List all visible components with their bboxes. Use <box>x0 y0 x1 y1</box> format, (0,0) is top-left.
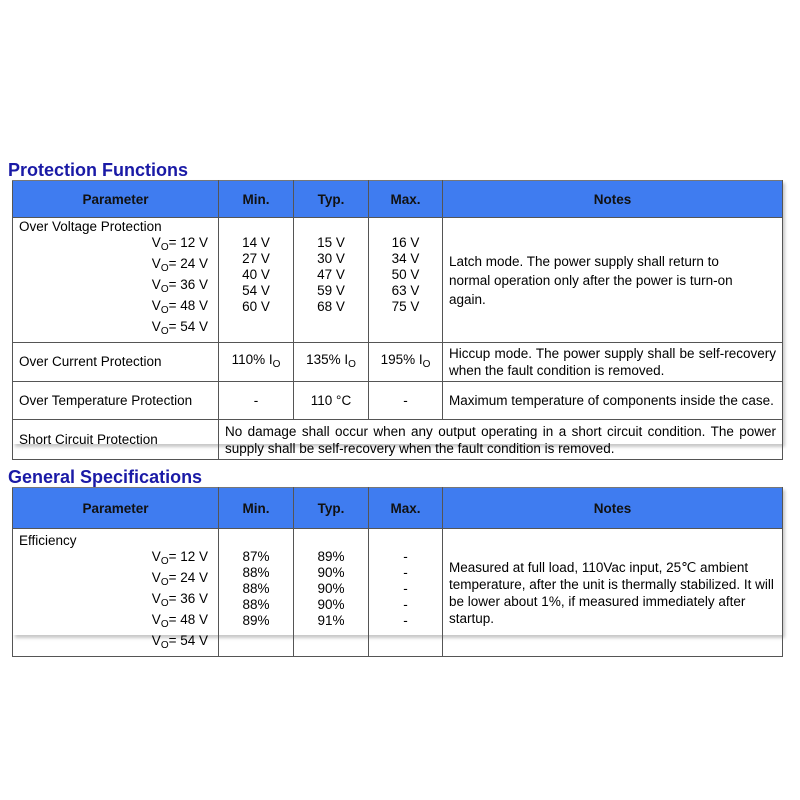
ocp-min: 110% $I_O$ <box>219 343 294 382</box>
ovp-vo-3: $V_O= 48$ V <box>151 298 208 316</box>
eff-typ-cell <box>294 529 369 657</box>
general-header-min: Min. <box>219 488 294 529</box>
general-specifications-title: General Specifications <box>8 467 203 487</box>
eff-max-3: - <box>403 597 408 612</box>
eff-vo-4: $V_O= 54$ V <box>151 633 208 651</box>
ovp-typ-3: 59 V <box>317 283 345 298</box>
eff-typ-0: 89% <box>317 549 345 564</box>
otp-max: - <box>369 382 443 420</box>
eff-max-2: - <box>403 581 408 596</box>
ovp-max-3: 63 V <box>391 283 420 298</box>
general-header-max: Max. <box>369 488 443 529</box>
otp-row <box>13 382 783 420</box>
ovp-max-4: 75 V <box>391 299 420 314</box>
eff-max-1: - <box>403 565 408 580</box>
ocp-row <box>13 343 783 382</box>
general-table <box>12 487 783 657</box>
ovp-vo-1: $V_O= 24$ V <box>151 256 208 274</box>
ocp-typ: 135% $I_O$ <box>294 343 369 382</box>
ocp-notes: Hiccup mode. The power supply shall be self-recovery when the fault condition is removed. <box>443 343 783 382</box>
ovp-typ-2: 47 V <box>317 267 345 282</box>
ovp-max-1: 34 V <box>391 251 420 266</box>
eff-min-3: 88% <box>242 597 270 612</box>
eff-max-4: - <box>403 613 408 628</box>
eff-typ-2: 90% <box>317 581 345 596</box>
otp-typ: 110 °C <box>294 382 369 420</box>
ovp-typ-4: 68 V <box>317 299 345 314</box>
otp-label: Over Temperature Protection <box>13 382 219 420</box>
eff-min-1: 88% <box>242 565 270 580</box>
eff-max-cell <box>369 529 443 657</box>
efficiency-parameter-cell <box>13 529 219 657</box>
eff-typ-4: 91% <box>317 613 345 628</box>
general-header-notes: Notes <box>443 488 783 529</box>
ovp-typ-0: 15 V <box>317 235 345 250</box>
scp-row <box>13 420 783 460</box>
header-max: Max. <box>369 181 443 218</box>
general-header-typ: Typ. <box>294 488 369 529</box>
ovp-min-3: 54 V <box>242 283 270 298</box>
scp-label: Short Circuit Protection <box>13 420 219 460</box>
protection-header-row <box>13 181 783 218</box>
ovp-typ-cell <box>294 218 369 343</box>
ovp-min-1: 27 V <box>242 251 270 266</box>
ovp-min-4: 60 V <box>242 299 270 314</box>
ovp-max-0: 16 V <box>391 235 420 250</box>
eff-min-0: 87% <box>242 549 270 564</box>
ovp-min-cell <box>219 218 294 343</box>
otp-notes: Maximum temperature of components inside the case. <box>443 382 783 420</box>
ovp-vo-0: $V_O= 12$ V <box>151 235 208 253</box>
header-min: Min. <box>219 181 294 218</box>
ocp-max: 195% $I_O$ <box>369 343 443 382</box>
header-notes: Notes <box>443 181 783 218</box>
eff-min-4: 89% <box>242 613 270 628</box>
ovp-typ-1: 30 V <box>317 251 345 266</box>
scp-notes: No damage shall occur when any output operating in a short circuit condition. The power supply shall be self-recovery when the fault condition is removed. <box>219 420 783 460</box>
ovp-notes: Latch mode. The power supply shall return to normal operation only after the power is turn-on again. <box>443 218 783 343</box>
header-parameter: Parameter <box>13 181 219 218</box>
eff-vo-3: $V_O= 48$ V <box>151 612 208 630</box>
eff-vo-0: $V_O= 12$ V <box>151 549 208 567</box>
ovp-parameter-cell <box>13 218 219 343</box>
general-header-parameter: Parameter <box>13 488 219 529</box>
efficiency-label: Efficiency <box>19 533 77 548</box>
otp-min: - <box>219 382 294 420</box>
eff-vo-2: $V_O= 36$ V <box>151 591 208 609</box>
ovp-max-cell <box>369 218 443 343</box>
eff-min-cell <box>219 529 294 657</box>
eff-min-2: 88% <box>242 581 270 596</box>
protection-table <box>12 180 783 460</box>
protection-functions-title: Protection Functions <box>8 160 188 180</box>
eff-typ-3: 90% <box>317 597 345 612</box>
efficiency-row <box>13 529 783 657</box>
ovp-label: Over Voltage Protection <box>19 219 162 234</box>
ovp-vo-4: $V_O= 54$ V <box>151 319 208 337</box>
eff-vo-1: $V_O= 24$ V <box>151 570 208 588</box>
ocp-label: Over Current Protection <box>13 343 219 382</box>
ovp-row <box>13 218 783 343</box>
efficiency-notes: Measured at full load, 110Vac input, 25℃ ambient temperature, after the unit is thermally stabilized. It will be lower about 1%, if measured immediately after startup. <box>443 529 783 657</box>
eff-max-0: - <box>403 549 408 564</box>
ovp-min-0: 14 V <box>242 235 270 250</box>
ovp-vo-2: $V_O= 36$ V <box>151 277 208 295</box>
ovp-max-2: 50 V <box>391 267 420 282</box>
eff-typ-1: 90% <box>317 565 345 580</box>
header-typ: Typ. <box>294 181 369 218</box>
general-header-row <box>13 488 783 529</box>
ovp-min-2: 40 V <box>242 267 270 282</box>
